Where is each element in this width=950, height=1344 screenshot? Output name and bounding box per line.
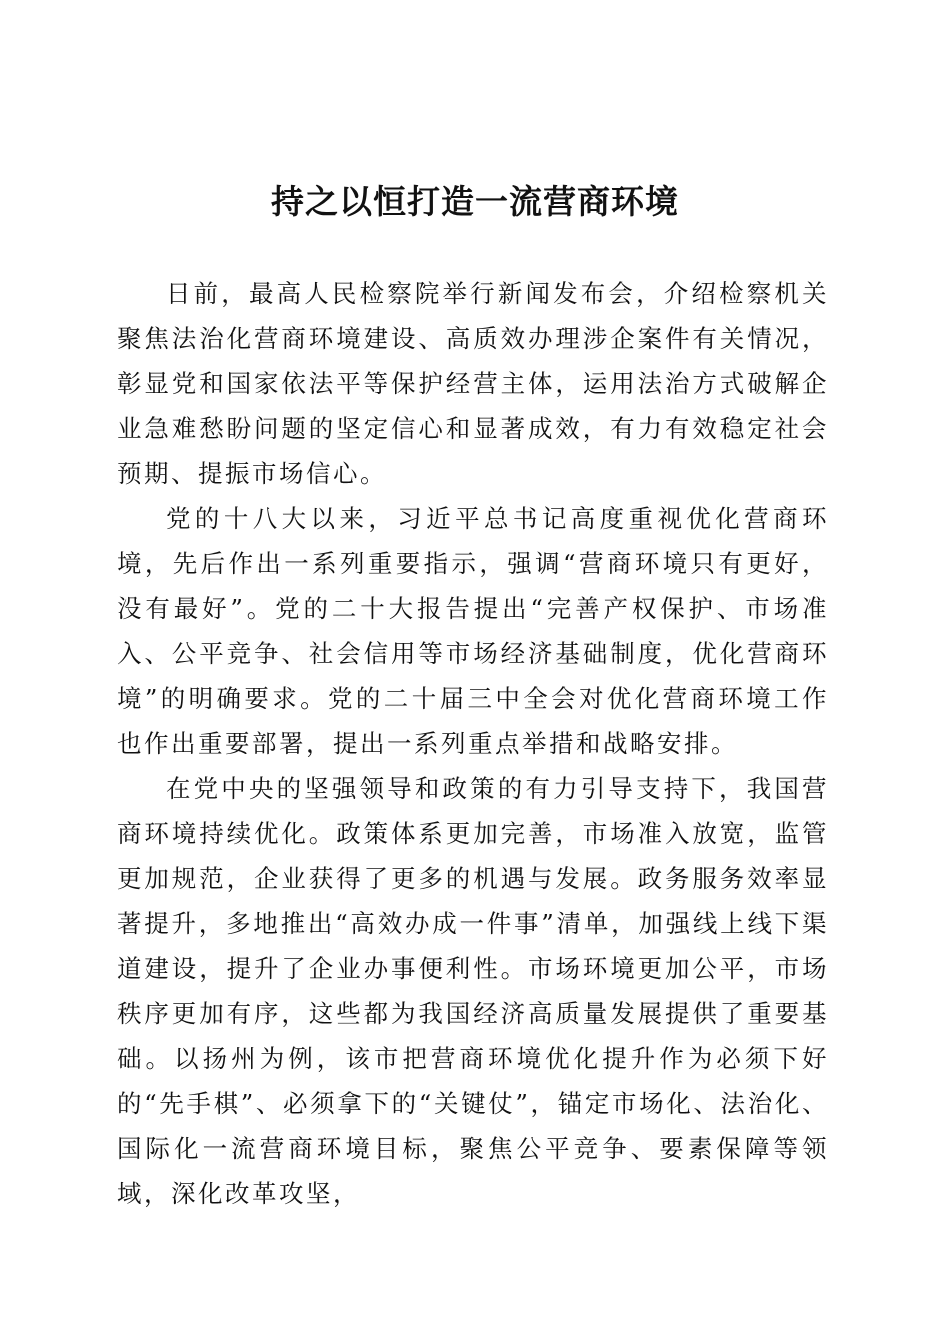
paragraph-3: 在党中央的坚强领导和政策的有力引导支持下，我国营商环境持续优化。政策体系更加完善，市场准入放宽，监管更加规范，企业获得了更多的机遇与发展。政务服务效率显著提升，多地推出“高效办成一件事”清单，加强线上线下渠道建设，提升了企业办事便利性。市场环境更加公平，市场秩序更加有序，这些都为我国经济高质量发展提供了重要基础。以扬州为例，该市把营商环境优化提升作为必须下好的“先手棋”、必须拿下的“关键仗”，锚定市场化、法治化、国际化一流营商环境目标，聚焦公平竞争、要素保障等领域，深化改革攻坚，	[117, 774, 829, 1208]
paragraph-1: 日前，最高人民检察院举行新闻发布会，介绍检察机关聚焦法治化营商环境建设、高质效办理涉企案件有关情况，彰显党和国家依法平等保护经营主体，运用法治方式破解企业急难愁盼问题的坚定信心和显著成效，有力有效稳定社会预期、提振市场信心。	[117, 279, 829, 488]
document-body	[117, 271, 829, 1216]
paragraph-2: 党的十八大以来，习近平总书记高度重视优化营商环境，先后作出一系列重要指示，强调“营商环境只有更好，没有最好”。党的二十大报告提出“完善产权保护、市场准入、公平竞争、社会信用等市场经济基础制度，优化营商环境”的明确要求。党的二十届三中全会对优化营商环境工作也作出重要部署，提出一系列重点举措和战略安排。	[117, 504, 829, 758]
document-title: 持之以恒打造一流营商环境	[271, 182, 679, 221]
